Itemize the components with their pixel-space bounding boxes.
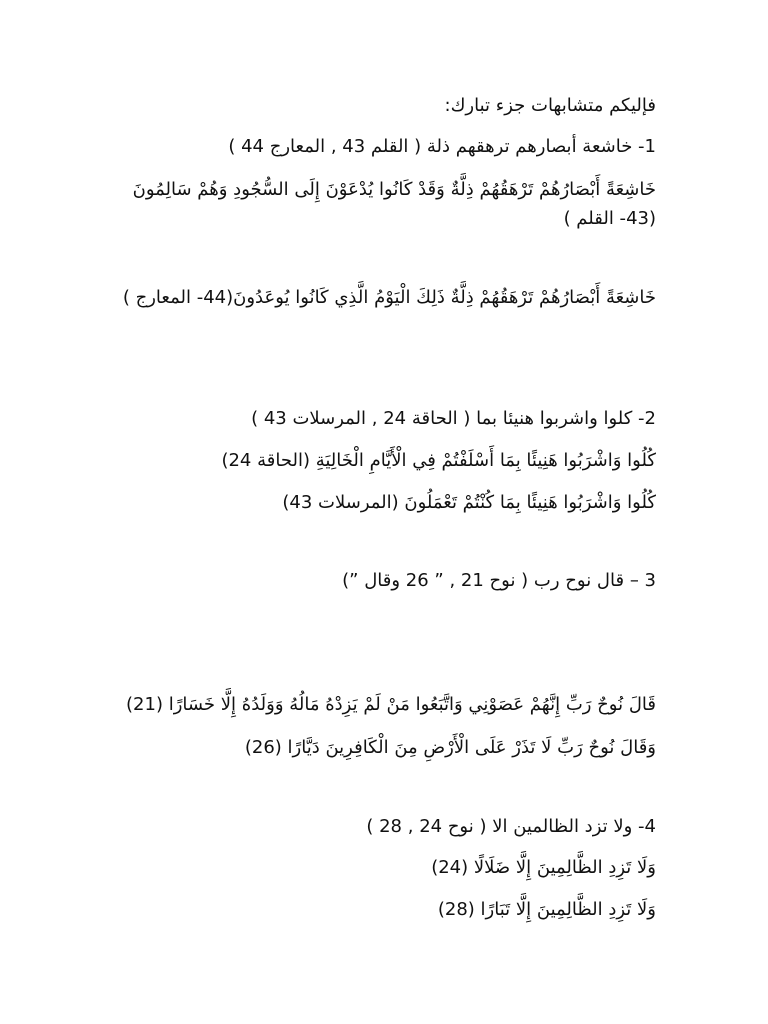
intro-text: فإليكم متشابهات جزء تبارك: <box>444 95 656 116</box>
section-4-heading: 4- ولا تزد الظالمين الا ( نوح 24 , 28 ) <box>366 816 656 837</box>
section-1-verse-1: خَاشِعَةً أَبْصَارُهُمْ تَرْهَقُهُمْ ذِلَّةٌ وَقَدْ كَانُوا يُدْعَوْنَ إِلَى السُّجُودِ وَهُمْ سَالِمُونَ (43- القلم ) <box>132 179 656 229</box>
section-1-heading: 1- خاشعة أبصارهم ترهقهم ذلة ( القلم 43 , المعارج 44 ) <box>228 136 656 157</box>
section-1-verse-2: خَاشِعَةً أَبْصَارُهُمْ تَرْهَقُهُمْ ذِلَّةٌ ذَلِكَ الْيَوْمُ الَّذِي كَانُوا يُوعَدُونَ(44- المعارج ) <box>122 287 656 308</box>
section-4-verse-1: وَلَا تَزِدِ الظَّالِمِينَ إِلَّا ضَلَالًا (24) <box>431 857 656 878</box>
section-3-heading: 3 – قال نوح رب ( نوح 21 , ” 26 وقال ”) <box>342 570 656 591</box>
section-3-verse-1: قَالَ نُوحٌ رَبِّ إِنَّهُمْ عَصَوْنِي وَاتَّبَعُوا مَنْ لَمْ يَزِدْهُ مَالُهُ وَوَلَدُهُ إِلَّا خَسَارًا (21) <box>126 694 656 715</box>
section-2-verse-2: كُلُوا وَاشْرَبُوا هَنِيئًا بِمَا كُنْتُمْ تَعْمَلُونَ (المرسلات 43) <box>282 492 656 513</box>
section-4-verse-2: وَلَا تَزِدِ الظَّالِمِينَ إِلَّا تَبَارًا (28) <box>437 899 656 920</box>
section-2-verse-1: كُلُوا وَاشْرَبُوا هَنِيئًا بِمَا أَسْلَفْتُمْ فِي الْأَيَّامِ الْخَالِيَةِ (الحاقة 24) <box>221 450 656 471</box>
section-3-verse-2: وَقَالَ نُوحٌ رَبِّ لَا تَذَرْ عَلَى الْأَرْضِ مِنَ الْكَافِرِينَ دَيَّارًا (26) <box>244 737 656 758</box>
section-2-heading: 2- كلوا واشربوا هنيئا بما ( الحاقة 24 , المرسلات 43 ) <box>251 408 656 429</box>
